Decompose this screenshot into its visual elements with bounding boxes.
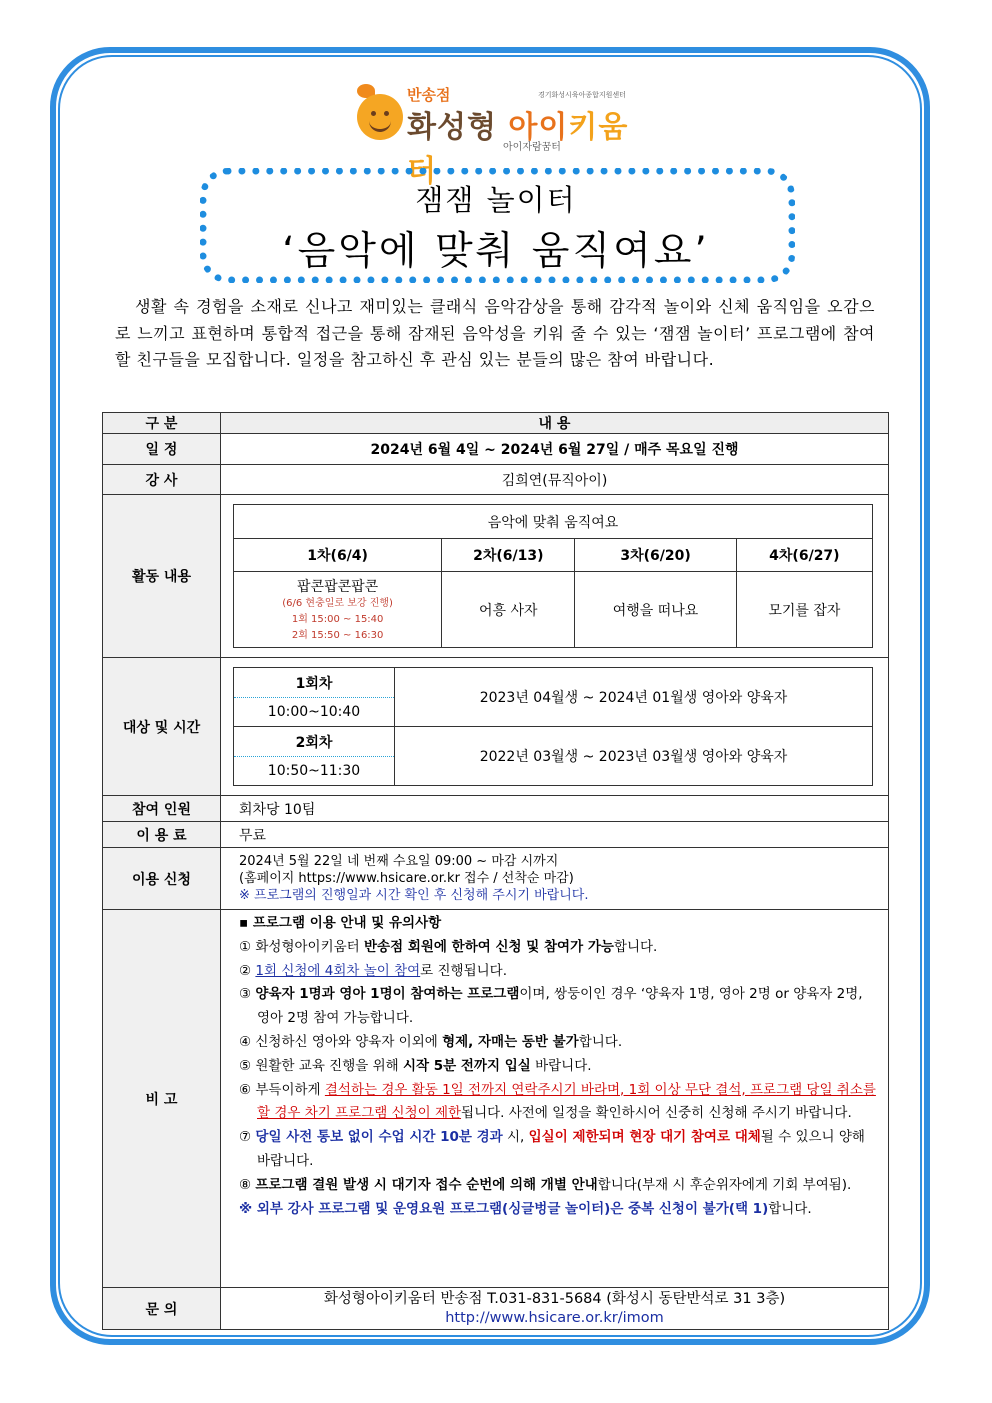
session-4: 4차(6/27) — [736, 539, 872, 572]
teacher-label: 강 사 — [103, 465, 221, 495]
note-1: ① 화성형아이키움터 반송점 회원에 한하여 신청 및 참여가 가능합니다. — [239, 938, 658, 955]
round1-title: 1회차 — [234, 668, 395, 698]
people-value: 회차당 10팀 — [221, 796, 889, 822]
contact-label: 문 의 — [103, 1288, 221, 1330]
teacher-value: 김희연(뮤직아이) — [221, 465, 889, 495]
note-2: ② 1회 신청에 4회차 놀이 참여로 진행됩니다. — [239, 962, 508, 979]
note-5: ⑤ 원활한 교육 진행을 위해 시작 5분 전까지 입실 바랍니다. — [239, 1057, 592, 1074]
apply-cell — [221, 848, 889, 910]
note-6: ⑥ 부득이하게 결석하는 경우 활동 1일 전까지 연락주시기 바라며, 1회 이상 무단 결석, 프로그램 당일 취소를 할 경우 차기 프로그램 신청이 제한됩니다. 사전에 일정을 확인하시어 신중히 신청해 주시기 바랍니다. — [239, 1081, 876, 1122]
session-1-time1: 1회 15:00 ~ 15:40 — [291, 613, 384, 625]
logo — [355, 80, 645, 189]
round2-time: 10:50~11:30 — [234, 757, 395, 786]
session-1-name: 팝콘팝콘팝콘 — [297, 578, 379, 595]
session-1: 1차(6/4) — [234, 539, 442, 572]
fee-label: 이 용 료 — [103, 822, 221, 848]
title-line2: ‘음악에 맞춰 움직여요’ — [282, 229, 710, 274]
header-label: 구 분 — [103, 413, 221, 434]
notes-label: 비 고 — [103, 910, 221, 1288]
title-line1: 잼잼 놀이터 — [415, 183, 577, 217]
schedule-label: 일 정 — [103, 434, 221, 465]
session-1-note: (6/6 현충일로 보강 진행) — [282, 597, 393, 609]
activity-title: 음악에 맞춰 움직여요 — [234, 505, 873, 539]
session-4-content: 모기를 잡자 — [736, 572, 872, 648]
session-1-time2: 2회 15:50 ~ 16:30 — [291, 629, 384, 641]
contact-link[interactable]: http://www.hsicare.or.kr/imom — [445, 1309, 664, 1326]
info-table — [102, 412, 889, 1330]
round1-time: 10:00~10:40 — [234, 698, 395, 727]
apply-period: 2024년 5월 22일 네 번째 수요일 09:00 ~ 마감 시까지 — [239, 854, 559, 869]
activity-cell — [221, 495, 889, 658]
note-7: ⑦ 당일 사전 통보 없이 수업 시간 10분 경과 시, 입실이 제한되며 현장 대기 참여로 대체될 수 있으니 양해 바랍니다. — [239, 1129, 865, 1169]
notes-head: ▪ 프로그램 이용 안내 및 유의사항 — [239, 915, 442, 931]
activity-table — [233, 504, 873, 648]
session-2-content: 어흥 사자 — [442, 572, 575, 648]
apply-method: (홈페이지 https://www.hsicare.or.kr 접수 / 선착순 마감) — [239, 871, 574, 886]
logo-sub: 아이자람꿈터 — [503, 142, 561, 153]
round2-title: 2회차 — [234, 727, 395, 757]
apply-label: 이용 신청 — [103, 848, 221, 910]
round2-desc: 2022년 03월생 ~ 2023년 03월생 영아와 양육자 — [395, 727, 873, 786]
session-2: 2차(6/13) — [442, 539, 575, 572]
target-table — [233, 667, 873, 786]
apply-note: ※ 프로그램의 진행일과 시간 확인 후 신청해 주시기 바랍니다. — [239, 888, 589, 903]
note-4: ④ 신청하신 영아와 양육자 이외에 형제, 자매는 동반 불가합니다. — [239, 1033, 623, 1050]
target-cell — [221, 658, 889, 796]
activity-label: 활동 내용 — [103, 495, 221, 658]
logo-face-icon — [357, 94, 403, 140]
round1-desc: 2023년 04월생 ~ 2024년 01월생 영아와 양육자 — [395, 668, 873, 727]
logo-org: 경기화성시육아종합지원센터 — [538, 91, 626, 99]
schedule-value: 2024년 6월 4일 ~ 2024년 6월 27일 / 매주 목요일 진행 — [221, 434, 889, 465]
people-label: 참여 인원 — [103, 796, 221, 822]
fee-value: 무료 — [221, 822, 889, 848]
contact-cell — [221, 1288, 889, 1330]
contact-info: 화성형아이키움터 반송점 T.031-831-5684 (화성시 동탄반석로 31 3층) — [323, 1290, 786, 1307]
session-3: 3차(6/20) — [575, 539, 736, 572]
note-3: ③ 양육자 1명과 영아 1명이 참여하는 프로그램이며, 쌍둥이인 경우 ‘양육자 1명, 영아 2명 or 양육자 2명, 영아 2명 참여 가능합니다. — [239, 986, 863, 1027]
intro-paragraph: 생활 속 경험을 소재로 신나고 재미있는 클래식 음악감상을 통해 감각적 놀이와 신체 움직임을 오감으로 느끼고 표현하며 통합적 접근을 통해 잠재된 음악성을 키워 줄 수 있는 ‘잼잼 놀이터’ 프로그램에 참여할 친구들을 모집합니다. 일정을 참고하신 후 관심 있는 분들의 많은 참여 바랍니다. — [115, 297, 875, 369]
notes-cell — [221, 910, 889, 1288]
session-3-content: 여행을 떠나요 — [575, 572, 736, 648]
logo-main: 화성형 아이키움터 — [407, 110, 629, 189]
note-8: ⑧ 프로그램 결원 발생 시 대기자 접수 순번에 의해 개별 안내합니다(부재 시 후순위자에게 기회 부여됨). — [239, 1176, 852, 1193]
session-1-content — [234, 572, 442, 648]
note-9: ※ 외부 강사 프로그램 및 운영요원 프로그램(싱글벙글 놀이터)은 중복 신청이 불가(택 1)합니다. — [239, 1200, 812, 1217]
target-label: 대상 및 시간 — [103, 658, 221, 796]
header-content: 내 용 — [221, 413, 889, 434]
logo-branch: 반송점 — [407, 86, 451, 104]
